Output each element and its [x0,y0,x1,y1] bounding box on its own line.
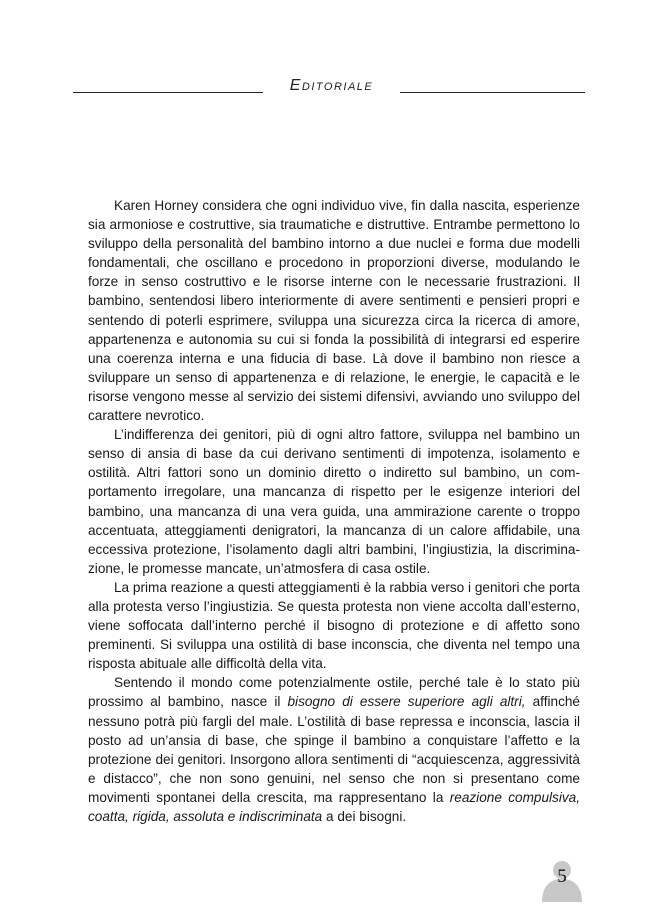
italic-phrase: bisogno di essere superiore agli altri, [287,694,526,710]
header-rule-right [400,92,585,93]
text-run: affinché nessuno potrà più fargli del male. L’ostilità di base repressa e inconscia, lascia il posto ad un’ansia di base, che spinge il bambino a conquistare l’affetto e la protezione dei genitori. Insorgono allora sentimenti di “acquiescenza, aggressività e distacco”, che non sono genuini, nel senso che non si presentano come movimenti spontanei della crescita, ma rappresentano la [88,694,580,805]
section-title: Editoriale [289,77,374,94]
paragraph [88,196,580,425]
page-number: 5 [557,866,567,887]
text-run: L’indifferenza dei genitori, più di ogni altro fattore, sviluppa nel bambino un senso di ansia di base da cui derivano sentimenti di impotenza, isolamento e ostilità. Altri fattori sono un dominio diretto o indiretto sul bambino, un comportamento irregolare, una mancanza di rispetto per le esigenze interiori del bambino, una mancanza di una vera guida, una ammirazione carente o troppo accentuata, atteggiamenti denigratori, la mancanza di un calore affidabile, una eccessiva protezione, l’isolamento dagli altri bambini, l’ingiustizia, la discriminazione, le promesse mancate, un’atmosfera di casa ostile. [88,427,580,576]
text-run: a dei bisogni. [322,809,407,824]
page-number-badge [540,858,584,902]
text-run: Karen Horney considera che ogni individuo vive, fin dalla nascita, esperienze sia armoniose e costruttive, sia traumatiche e distruttive. Entrambe permettono lo sviluppo della personalità del bambino intorno a due nuclei e forma due modelli fondamentali, che oscillano e procedono in proporzioni diverse, modulando le forze in senso costruttivo e le risorse interne con le necessarie frustrazioni. Il bambino, sentendosi libero interiormente di avere sentimenti e pensieri propri e sentendo di poterli esprimere, sviluppa una sicurezza circa la ricerca di amore, appartenenza e autonomia su cui si fonda la possibilità di integrarsi ed esperire una coerenza interna e una fiducia di base. Là dove il bambino non riesce a sviluppare un senso di appartenenza e di relazione, le energie, le capacità e le risorse vengono messe al servizio dei sistemi difensivi, avviando uno sviluppo del carattere nevrotico. [88,198,580,424]
header-rule-left [73,92,263,93]
paragraph [88,425,580,578]
paragraph [88,578,580,673]
paragraph [88,673,580,826]
italic-phrase: reazione compulsiva, coatta, rigida, assoluta e indiscriminata [88,789,580,824]
text-run: Sentendo il mondo come potenzialmente ostile, perché tale è lo stato più prossimo al bambino, nasce il [88,675,580,710]
text-run: La prima reazione a questi atteggiamenti è la rabbia verso i genitori che porta alla protesta verso l’ingiustizia. Se questa protesta non viene accolta dall’esterno, viene soffocata dall’interno perché il bisogno di protezione e di affetto sono preminenti. Si sviluppa una ostilità di base inconscia, che diventa nel tempo una risposta abituale alle difficoltà della vita. [88,579,580,672]
article-body [88,196,580,826]
